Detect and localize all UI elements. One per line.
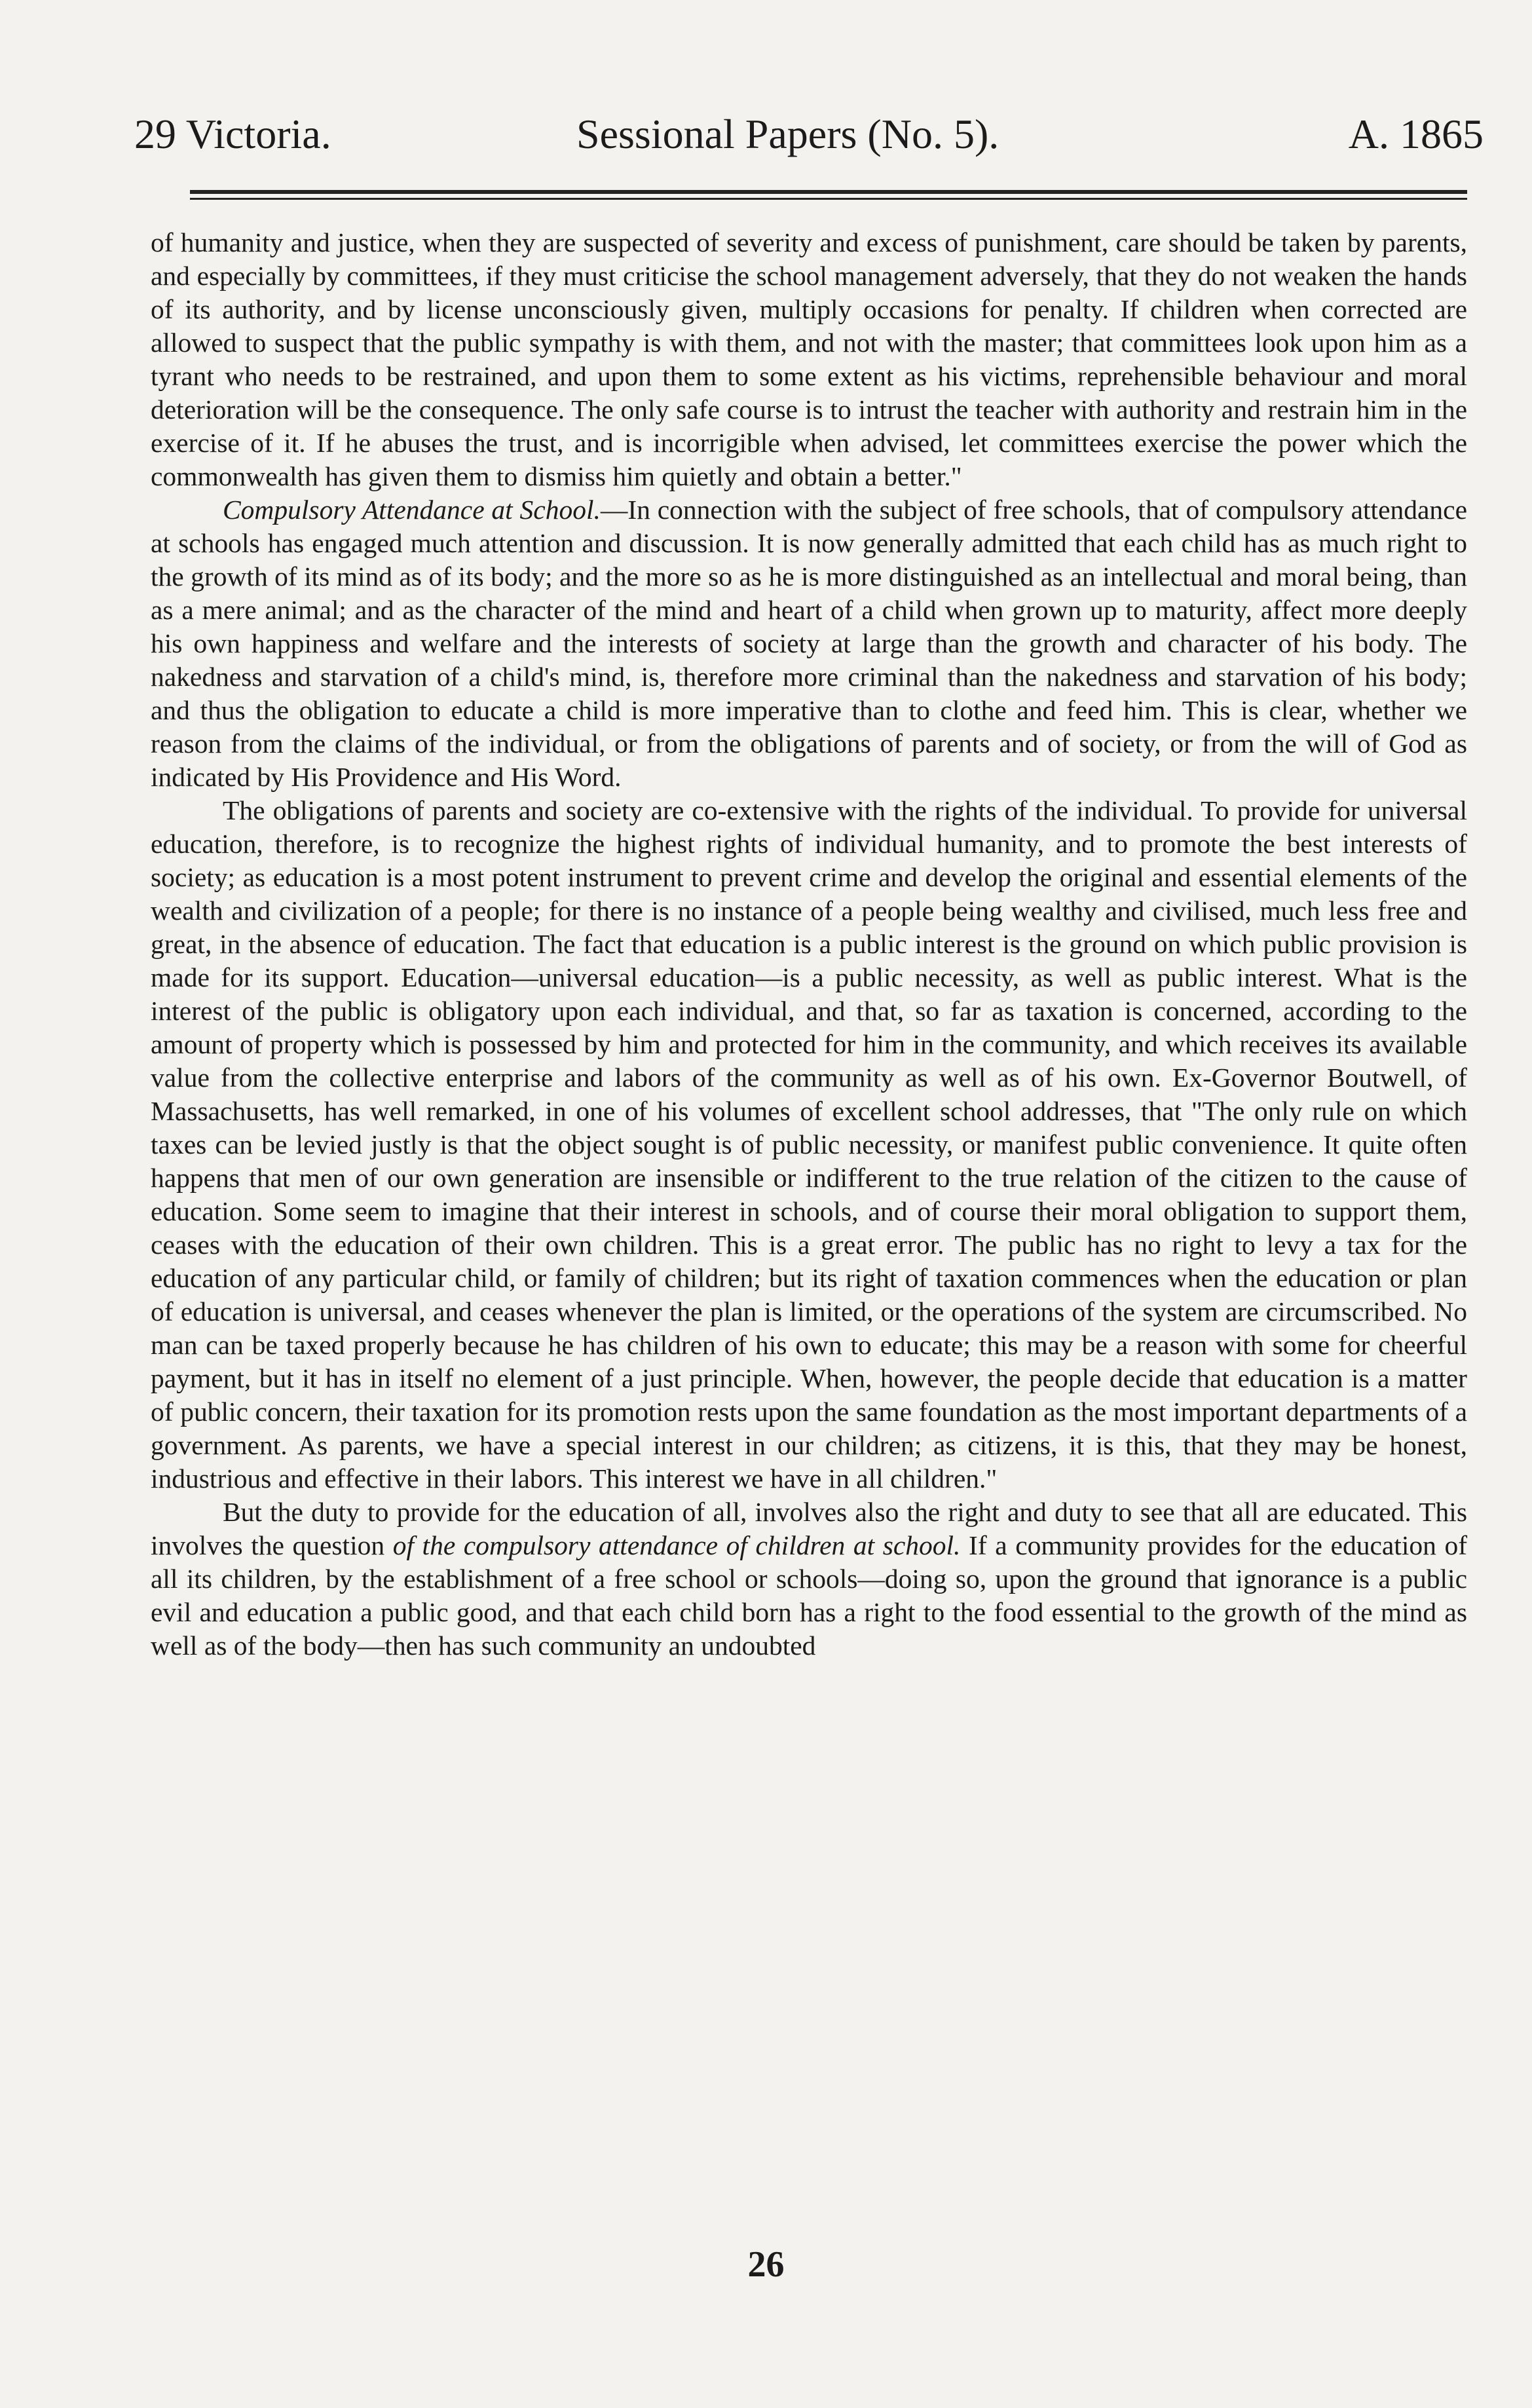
paragraph-4-emphasis: of the compulsory attendance of children at school. [392, 1530, 961, 1560]
paragraph-2-text: —In connection with the subject of free schools, that of compulsory attendance at schools has engaged much attention and discussion. It is now generally admitted that each child has as much right to the growth of its mind as of its body; and the more so as he is more distinguished as an intellectual and moral being, than as a mere animal; and as the character of the mind and heart of a child when grown up to maturity, affect more deeply his own happiness and welfare and the interests of society at large than the growth and character of his body. The nakedness and starvation of a child's mind, is, therefore more criminal than the nakedness and starvation of his body; and thus the obligation to educate a child is more imperative than to clothe and feed him. This is clear, whether we reason from the claims of the individual, or from the obligations of parents and of society, or from the will of God as indicated by His Providence and His Word. [151, 495, 1467, 792]
header-volume: 29 Victoria. [134, 111, 331, 157]
paragraph-3: The obligations of parents and society are co-extensive with the rights of the individual. To provide for universal education, therefore, is to recognize the highest rights of individual humanity, and to promote the best interests of society; as education is a most potent instrument to prevent crime and develop the original and essential elements of the wealth and civilization of a people; for there is no instance of a people being wealthy and civilised, much less free and great, in the absence of education. The fact that education is a public interest is the ground on which public provision is made for its support. Education—universal education—is a public necessity, as well as public interest. What is the interest of the public is obligatory upon each individual, and that, so far as taxation is concerned, according to the amount of property which is possessed by him and protected for him in the community, and which receives its available value from the collective enterprise and labors of the community as well as of his own. Ex-Governor Boutwell, of Massachusetts, has well remarked, in one of his volumes of excellent school addresses, that "The only rule on which taxes can be levied justly is that the object sought is of public necessity, or manifest public convenience. It quite often happens that men of our own generation are insensible or indifferent to the true relation of the citizen to the cause of education. Some seem to imagine that their interest in schools, and of course their moral obligation to support them, ceases with the education of their own children. This is a great error. The public has no right to levy a tax for the education of any particular child, or family of children; but its right of taxation commences when the education or plan of education is universal, and ceases whenever the plan is limited, or the operations of the system are circumscribed. No man can be taxed properly because he has children of his own to educate; this may be a reason with some for cheerful payment, but it has in itself no element of a just principle. When, however, the people decide that education is a matter of public concern, their taxation for its promotion rests upon the same foundation as the most important departments of a government. As parents, we have a special interest in our children; as citizens, it is this, that they may be honest, industrious and effective in their labors. This interest we have in all children." [151, 795, 1467, 1494]
header-rule-thick [190, 190, 1467, 194]
header-rule-thin [190, 198, 1467, 200]
section-heading-compulsory-attendance: Compulsory Attendance at School. [223, 495, 601, 525]
paragraph-2 [151, 493, 1467, 794]
paragraph-4-text-b: If a community provides for the education of all its children, by the establishment of a free school or schools—doing so, upon the ground that ignorance is a public evil and education a public good, and that each child born has a right to the food essential to the growth of the mind as well as of the body—then has such community an undoubted [151, 1530, 1468, 1661]
running-header [134, 98, 1484, 170]
header-year: A. 1865 [1348, 111, 1484, 157]
header-title: Sessional Papers (No. 5). [576, 111, 1000, 157]
paragraph-4-text-a: But the duty to provide for the education of all, involves also the right and duty to see that all are educated. This involves the question [151, 1497, 1467, 1560]
paragraph-1: of humanity and justice, when they are suspected of severity and excess of punishment, care should be taken by parents, and especially by committees, if they must criticise the school management adversely, that they do not weaken the hands of its authority, and by license unconsciously given, multiply occasions for penalty. If children when corrected are allowed to suspect that the public sympathy is with them, and not with the master; that committees look upon him as a tyrant who needs to be restrained, and upon them to some extent as his victims, reprehensible behaviour and moral deterioration will be the consequence. The only safe course is to intrust the teacher with authority and restrain him in the exercise of it. If he abuses the trust, and is incorrigible when advised, let committees exercise the power which the commonwealth has given them to dismiss him quietly and obtain a better." [151, 227, 1467, 491]
body-text [151, 226, 1467, 1663]
paragraph-4 [151, 1496, 1467, 1663]
page-number: 26 [747, 2244, 785, 2285]
